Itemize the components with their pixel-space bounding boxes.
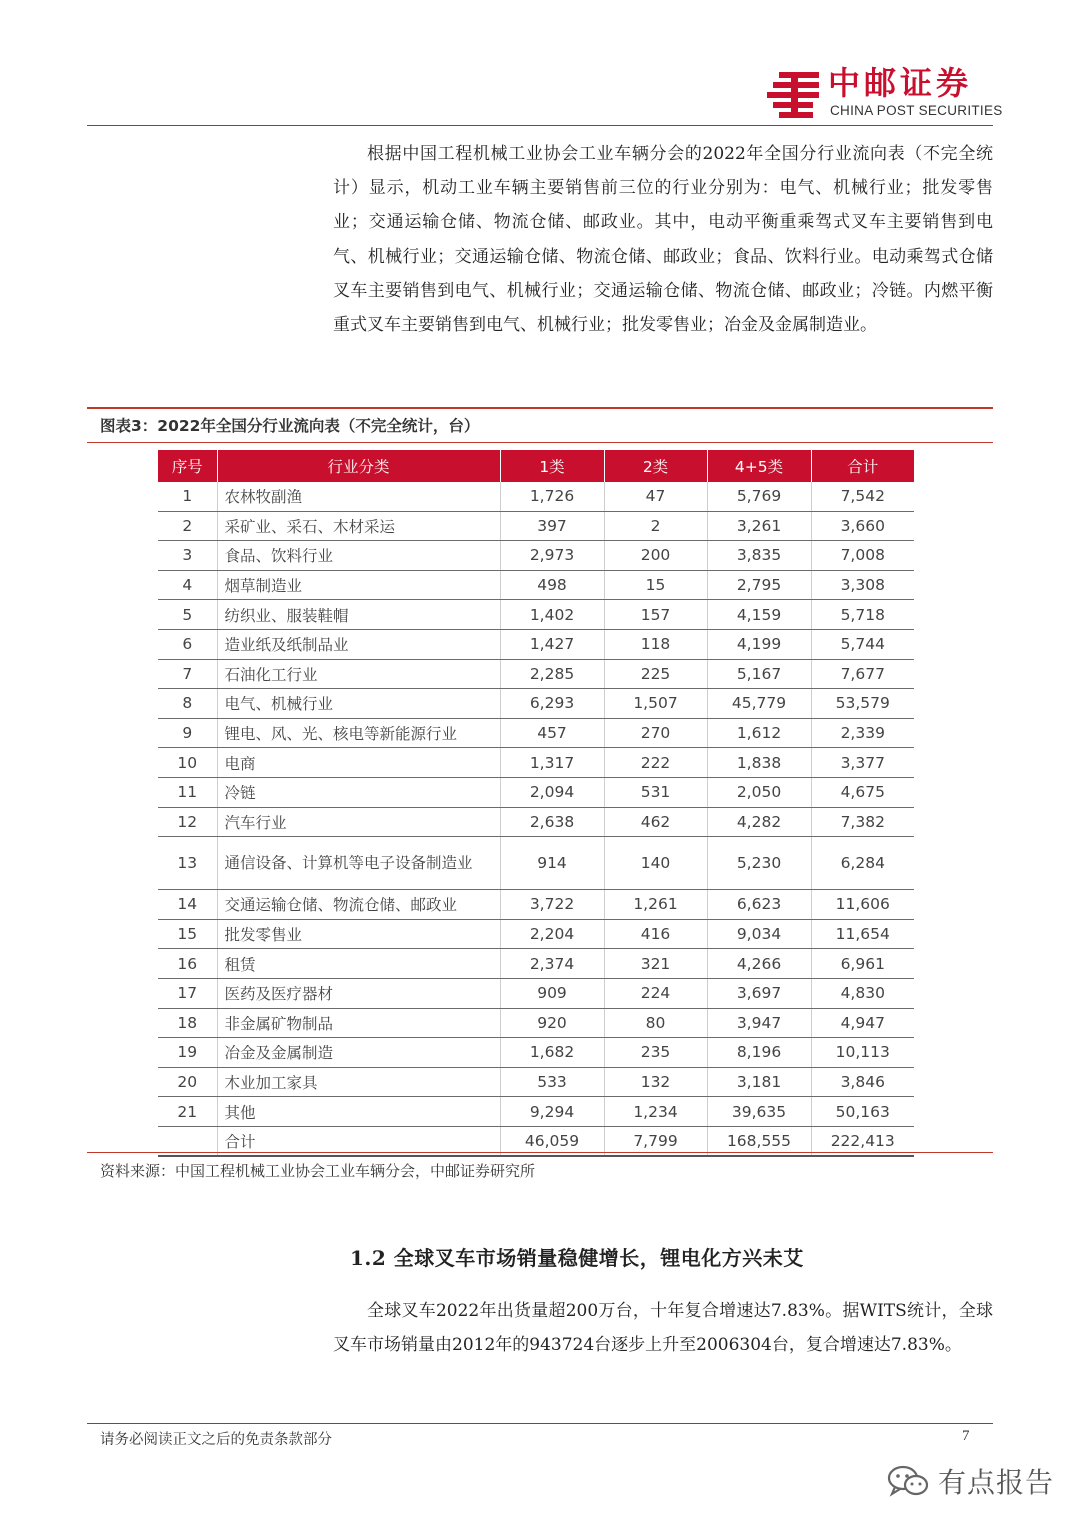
cell-industry: 采矿业、采石、木材采运 (217, 511, 500, 541)
figure-title-rule (87, 442, 993, 443)
table-row (158, 919, 914, 949)
page-header (0, 0, 1080, 128)
cell-c1: 6,293 (500, 689, 604, 719)
figure-source: 资料来源：中国工程机械工业协会工业车辆分会，中邮证券研究所 (100, 1162, 536, 1180)
cell-c1: 909 (500, 978, 604, 1008)
cell-c45: 9,034 (707, 919, 811, 949)
cell-no: 1 (158, 482, 217, 511)
cell-no: 10 (158, 748, 217, 778)
cell-c45: 2,050 (707, 777, 811, 807)
cell-c2: 7,799 (604, 1126, 707, 1156)
watermark (886, 1461, 1054, 1501)
cell-c2: 1,507 (604, 689, 707, 719)
cell-c1: 1,317 (500, 748, 604, 778)
cell-total: 222,413 (811, 1126, 914, 1156)
cell-c1: 46,059 (500, 1126, 604, 1156)
cell-c2: 321 (604, 949, 707, 979)
cell-c1: 1,682 (500, 1038, 604, 1068)
column-header: 4+5类 (707, 450, 811, 482)
cell-industry: 纺织业、服装鞋帽 (217, 600, 500, 630)
column-header: 2类 (604, 450, 707, 482)
cell-no: 19 (158, 1038, 217, 1068)
cell-c2: 416 (604, 919, 707, 949)
cell-total: 3,377 (811, 748, 914, 778)
cell-total: 7,382 (811, 807, 914, 837)
table-row (158, 541, 914, 571)
table-row (158, 659, 914, 689)
table-row (158, 807, 914, 837)
cell-total: 3,308 (811, 570, 914, 600)
cell-industry: 电商 (217, 748, 500, 778)
cell-industry: 石油化工行业 (217, 659, 500, 689)
cell-c1: 2,374 (500, 949, 604, 979)
cell-c2: 15 (604, 570, 707, 600)
cell-c45: 3,261 (707, 511, 811, 541)
cell-c2: 462 (604, 807, 707, 837)
table-row (158, 570, 914, 600)
table-row (158, 511, 914, 541)
disclaimer-note: 请务必阅读正文之后的免责条款部分 (100, 1432, 332, 1448)
cell-c45: 39,635 (707, 1097, 811, 1127)
cell-c45: 5,167 (707, 659, 811, 689)
cell-c2: 1,234 (604, 1097, 707, 1127)
cell-c2: 157 (604, 600, 707, 630)
cell-c45: 5,769 (707, 482, 811, 511)
cell-c45: 45,779 (707, 689, 811, 719)
cell-c1: 533 (500, 1067, 604, 1097)
cell-c45: 3,697 (707, 978, 811, 1008)
figure-top-rule (87, 407, 993, 409)
cell-c45: 4,266 (707, 949, 811, 979)
cell-total: 6,284 (811, 837, 914, 890)
cell-industry: 租赁 (217, 949, 500, 979)
cell-no: 18 (158, 1008, 217, 1038)
cell-c45: 3,835 (707, 541, 811, 571)
cell-total: 3,846 (811, 1067, 914, 1097)
cell-industry: 合计 (217, 1126, 500, 1156)
cell-c2: 118 (604, 629, 707, 659)
cell-c1: 498 (500, 570, 604, 600)
china-post-logo-icon (765, 70, 823, 120)
table-row (158, 748, 914, 778)
cell-c1: 2,638 (500, 807, 604, 837)
cell-industry: 汽车行业 (217, 807, 500, 837)
figure-title: 图表3：2022年全国分行业流向表（不完全统计，台） (100, 417, 480, 435)
cell-c2: 200 (604, 541, 707, 571)
cell-no: 11 (158, 777, 217, 807)
column-header: 合计 (811, 450, 914, 482)
cell-industry: 非金属矿物制品 (217, 1008, 500, 1038)
cell-c2: 2 (604, 511, 707, 541)
cell-total: 11,654 (811, 919, 914, 949)
industry-flow-table (158, 450, 914, 1157)
section-paragraph: 全球叉车2022年出货量超200万台，十年复合增速达7.83%。据WITS统计，全球叉车市场销量由2012年的943724台逐步上升至2006304台，复合增速达7.83%。 (333, 1301, 993, 1356)
header-divider (87, 125, 993, 126)
cell-c1: 2,094 (500, 777, 604, 807)
cell-c1: 1,726 (500, 482, 604, 511)
cell-c1: 457 (500, 718, 604, 748)
cell-c45: 1,612 (707, 718, 811, 748)
cell-no: 13 (158, 837, 217, 890)
cell-c1: 2,973 (500, 541, 604, 571)
table-row (158, 949, 914, 979)
cell-total: 4,947 (811, 1008, 914, 1038)
cell-c2: 270 (604, 718, 707, 748)
cell-industry: 食品、饮料行业 (217, 541, 500, 571)
cell-no: 2 (158, 511, 217, 541)
cell-industry: 冷链 (217, 777, 500, 807)
cell-no: 12 (158, 807, 217, 837)
cell-c2: 222 (604, 748, 707, 778)
page-number: 7 (962, 1428, 970, 1444)
table-header-row (158, 450, 914, 482)
cell-industry: 冶金及金属制造 (217, 1038, 500, 1068)
cell-c2: 235 (604, 1038, 707, 1068)
table-row (158, 1067, 914, 1097)
cell-c1: 9,294 (500, 1097, 604, 1127)
cell-industry: 交通运输仓储、物流仓储、邮政业 (217, 890, 500, 920)
watermark-text: 有点报告 (938, 1466, 1055, 1499)
cell-c1: 920 (500, 1008, 604, 1038)
cell-total: 53,579 (811, 689, 914, 719)
intro-paragraph: 根据中国工程机械工业协会工业车辆分会的2022年全国分行业流向表（不完全统计）显示，机动工业车辆主要销售前三位的行业分别为：电气、机械行业；批发零售业；交通运输仓储、物流仓储、邮政业。其中，电动平衡重乘驾式叉车主要销售到电气、机械行业；交通运输仓储、物流仓储、邮政业；食品、饮料行业。电动乘驾式仓储叉车主要销售到电气、机械行业；交通运输仓储、物流仓储、邮政业；冷链。内燃平衡重式叉车主要销售到电气、机械行业；批发零售业；冶金及金属制造业。 (333, 144, 993, 336)
cell-industry: 烟草制造业 (217, 570, 500, 600)
cell-no: 8 (158, 689, 217, 719)
wechat-icon (886, 1463, 930, 1499)
cell-c2: 1,261 (604, 890, 707, 920)
table-row (158, 837, 914, 890)
table-row (158, 1097, 914, 1127)
cell-c45: 3,947 (707, 1008, 811, 1038)
cell-industry: 造业纸及纸制品业 (217, 629, 500, 659)
cell-total: 7,677 (811, 659, 914, 689)
cell-c2: 80 (604, 1008, 707, 1038)
cell-c2: 132 (604, 1067, 707, 1097)
cell-no: 15 (158, 919, 217, 949)
cell-c2: 140 (604, 837, 707, 890)
cell-industry: 批发零售业 (217, 919, 500, 949)
cell-no: 3 (158, 541, 217, 571)
cell-no: 14 (158, 890, 217, 920)
cell-no: 20 (158, 1067, 217, 1097)
cell-c2: 47 (604, 482, 707, 511)
table-row (158, 629, 914, 659)
table-row (158, 600, 914, 630)
cell-total: 11,606 (811, 890, 914, 920)
table-row (158, 777, 914, 807)
cell-industry: 其他 (217, 1097, 500, 1127)
cell-c45: 1,838 (707, 748, 811, 778)
cell-industry: 农林牧副渔 (217, 482, 500, 511)
cell-no: 6 (158, 629, 217, 659)
cell-c2: 224 (604, 978, 707, 1008)
cell-total: 10,113 (811, 1038, 914, 1068)
cell-no: 7 (158, 659, 217, 689)
cell-industry: 木业加工家具 (217, 1067, 500, 1097)
cell-c45: 5,230 (707, 837, 811, 890)
cell-c45: 4,282 (707, 807, 811, 837)
section-heading: 1.2 全球叉车市场销量稳健增长，锂电化方兴未艾 (350, 1246, 804, 1270)
cell-total: 7,542 (811, 482, 914, 511)
cell-total: 6,961 (811, 949, 914, 979)
cell-no: 17 (158, 978, 217, 1008)
cell-no: 4 (158, 570, 217, 600)
cell-c1: 1,427 (500, 629, 604, 659)
column-header: 序号 (158, 450, 217, 482)
cell-c45: 8,196 (707, 1038, 811, 1068)
cell-no: 21 (158, 1097, 217, 1127)
brand-name-en: CHINA POST SECURITIES (830, 103, 1003, 118)
cell-c1: 914 (500, 837, 604, 890)
table-body (158, 482, 914, 1156)
cell-c45: 6,623 (707, 890, 811, 920)
cell-total: 5,744 (811, 629, 914, 659)
cell-c45: 168,555 (707, 1126, 811, 1156)
cell-c2: 225 (604, 659, 707, 689)
cell-c45: 4,159 (707, 600, 811, 630)
brand-name-cn: 中邮证券 (828, 64, 973, 102)
cell-total: 7,008 (811, 541, 914, 571)
cell-no: 16 (158, 949, 217, 979)
cell-c1: 2,204 (500, 919, 604, 949)
cell-c45: 2,795 (707, 570, 811, 600)
cell-c1: 1,402 (500, 600, 604, 630)
table-row (158, 482, 914, 511)
table-row (158, 718, 914, 748)
table-row (158, 689, 914, 719)
cell-c1: 3,722 (500, 890, 604, 920)
table-row (158, 978, 914, 1008)
cell-industry: 电气、机械行业 (217, 689, 500, 719)
cell-no: 9 (158, 718, 217, 748)
cell-total: 5,718 (811, 600, 914, 630)
figure-bottom-rule (87, 1152, 993, 1153)
cell-c1: 397 (500, 511, 604, 541)
table-row (158, 1008, 914, 1038)
cell-total: 2,339 (811, 718, 914, 748)
cell-total: 4,830 (811, 978, 914, 1008)
cell-industry: 锂电、风、光、核电等新能源行业 (217, 718, 500, 748)
cell-industry: 医药及医疗器材 (217, 978, 500, 1008)
footer-divider (87, 1423, 993, 1424)
table-row (158, 890, 914, 920)
cell-total: 50,163 (811, 1097, 914, 1127)
cell-total: 3,660 (811, 511, 914, 541)
column-header: 行业分类 (217, 450, 500, 482)
cell-no: 5 (158, 600, 217, 630)
table-row (158, 1038, 914, 1068)
cell-total: 4,675 (811, 777, 914, 807)
cell-c1: 2,285 (500, 659, 604, 689)
cell-industry: 通信设备、计算机等电子设备制造业 (217, 837, 500, 890)
cell-c45: 3,181 (707, 1067, 811, 1097)
cell-c45: 4,199 (707, 629, 811, 659)
cell-c2: 531 (604, 777, 707, 807)
column-header: 1类 (500, 450, 604, 482)
